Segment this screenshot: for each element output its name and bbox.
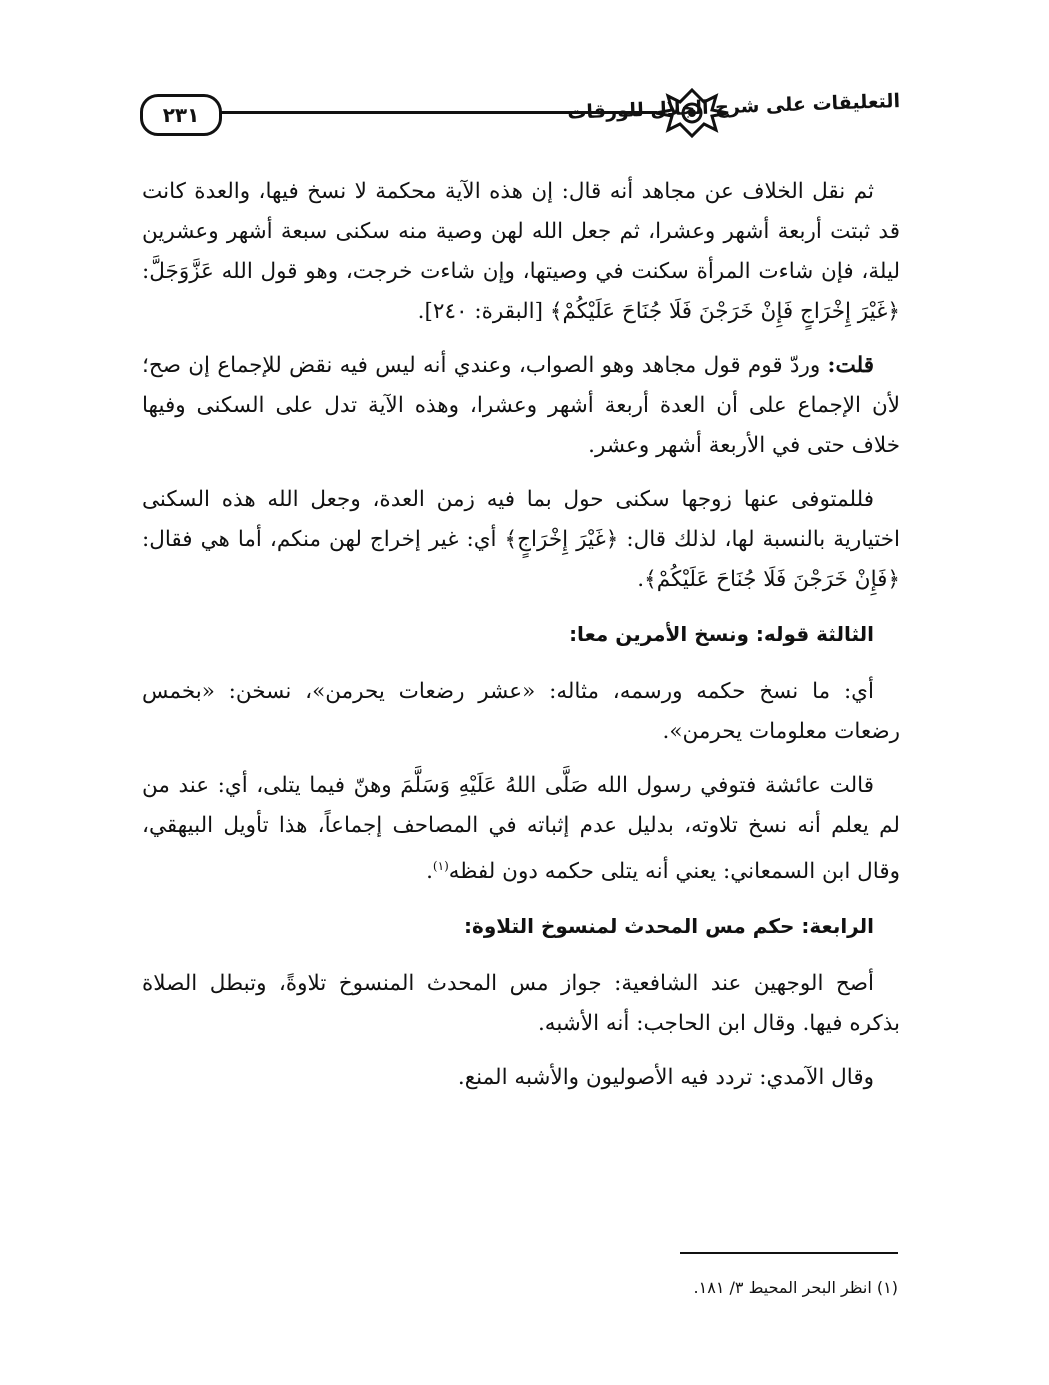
paragraph-1: ثم نقل الخلاف عن مجاهد أنه قال: إن هذه الآية محكمة لا نسخ فيها، والعدة كانت قد ثبتت أربعة أشهر وعشرا، ثم جعل الله لهن وصية منه سكنى سبعة أشهر وعشرين ليلة، فإن شاءت المرأة سكنت في وصيتها، وإن شاءت خرجت، وهو قول الله عَزَّوَجَلَّ: ﴿غَيْرَ إِخْرَاجٍ فَإِنْ خَرَجْنَ فَلَا جُنَاحَ عَلَيْكُمْ﴾ [البقرة: ٢٤٠]. <box>142 179 900 324</box>
section-heading-fourth: الرابعة: حكم مس المحدث لمنسوخ التلاوة: <box>464 914 874 939</box>
paragraph-6: أصح الوجهين عند الشافعية: جواز مس المحدث المنسوخ تلاوةً، وتبطل الصلاة بذكره فيها. وقال ابن الحاجب: أنه الأشبه. <box>142 971 900 1037</box>
section-heading-third: الثالثة قوله: ونسخ الأمرين معا: <box>569 622 874 646</box>
paragraph-2 <box>142 346 900 466</box>
footnote-rule <box>680 1252 898 1254</box>
page-header <box>140 78 900 148</box>
footnote-reference: (١) <box>432 859 449 873</box>
paragraph-2-text: وردّ قوم قول مجاهد وهو الصواب، وعندي أنه ليس فيه نقض للإجماع إن صح؛ لأن الإجماع على أن العدة أربعة أشهر وعشرا، وهذه الآية تدل على السكنى وفيها خلاف حتى في الأربعة أشهر وعشر. <box>142 353 900 458</box>
paragraph-5-text: قالت عائشة فتوفي رسول الله صَلَّى اللهُ عَلَيْهِ وَسَلَّمَ وهنّ فيما يتلى، أي: عند من لم يعلم أنه نسخ تلاوته، بدليل عدم إثباته في المصاحف إجماعاً، هذا تأويل البيهقي، وقال ابن السمعاني: يعني أنه يتلى حكمه دون لفظه <box>142 773 900 885</box>
page-number: ٢٣١ <box>140 94 222 136</box>
main-text <box>142 172 900 1112</box>
footnote: (١) انظر البحر المحيط ٣/ ١٨١. <box>693 1278 898 1297</box>
paragraph-7: وقال الآمدي: تردد فيه الأصوليون والأشبه المنع. <box>457 1065 874 1091</box>
paragraph-2-lead: قلت: <box>827 353 874 378</box>
paragraph-5-end: . <box>426 859 433 885</box>
paragraph-4: أي: ما نسخ حكمه ورسمه، مثاله: «عشر رضعات يحرمن»، نسخن: «بخمس رضعات معلومات يحرمن». <box>142 679 900 744</box>
paragraph-3: فللمتوفى عنها زوجها سكنى حول بما فيه زمن العدة، وجعل الله هذه السكنى اختيارية بالنسبة لها، لذلك قال: ﴿غَيْرَ إِخْرَاجٍ﴾ أي: غير إخراج لهن منكم، أما هي فقال: ﴿فَإِنْ خَرَجْنَ فَلَا جُنَاحَ عَلَيْكُمْ﴾. <box>142 487 900 592</box>
running-title: التعليقات على شرح الجلال للورقات <box>566 90 901 124</box>
paragraph-5 <box>142 766 900 892</box>
